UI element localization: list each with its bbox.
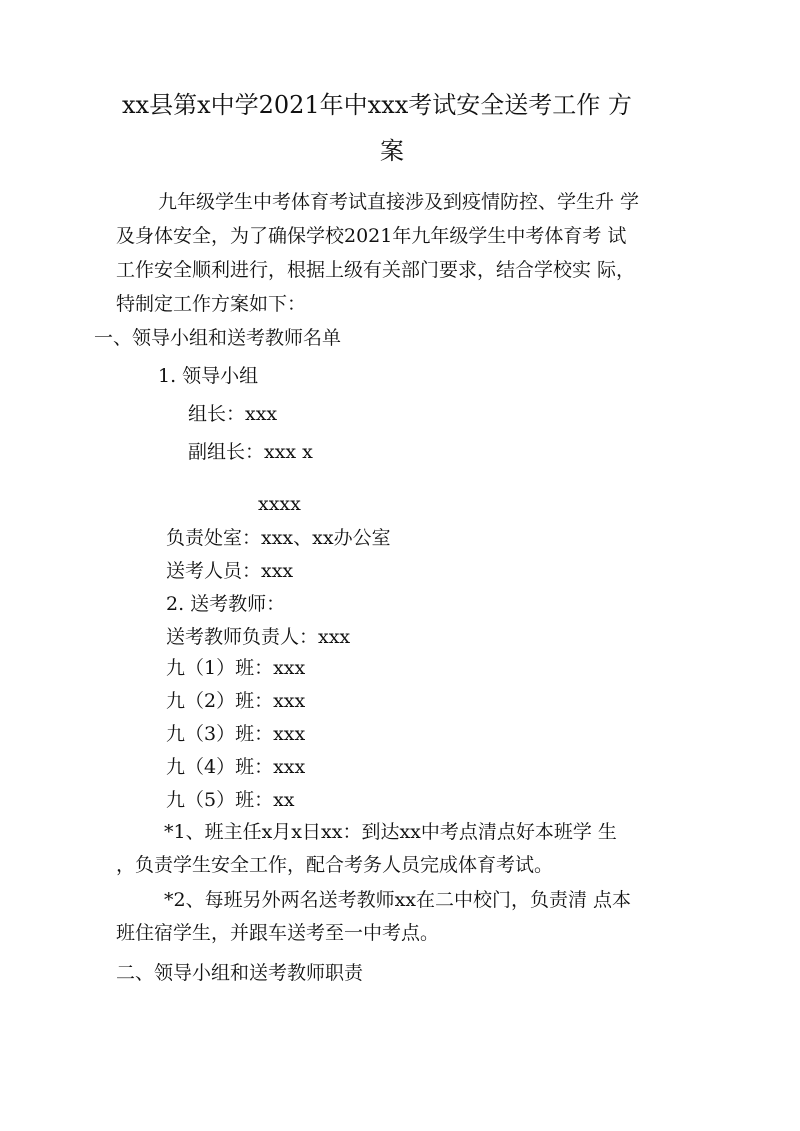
escort-teacher-head-line: 送考教师负责人：xxx (166, 626, 351, 648)
intro-line-2: 及身体安全，为了确保学校2021年九年级学生中考体育考 试 (116, 225, 627, 247)
responsible-office-line: 负责处室：xxx、xx办公室 (166, 527, 391, 549)
class-line-4: 九（4）班：xxx (166, 756, 306, 778)
leader-line: 组长：xxx (188, 403, 278, 425)
intro-line-3: 工作安全顺利进行，根据上级有关部门要求，结合学校实 际， (116, 259, 636, 281)
note1-line-2: ，负责学生安全工作，配合考务人员完成体育考试。 (116, 854, 554, 876)
note1-line-1: *1、班主任x月x日xx：到达xx中考点清点好本班学 生 (164, 821, 617, 843)
intro-line-1: 九年级学生中考体育考试直接涉及到疫情防控、学生升 学 (158, 191, 640, 213)
class-line-3: 九（3）班：xxx (166, 723, 306, 745)
intro-line-4: 特制定工作方案如下： (116, 293, 307, 315)
class-line-5: 九（5）班：xx (166, 789, 295, 811)
escort-staff-line: 送考人员：xxx (166, 560, 294, 582)
title-line-2: 案 (380, 137, 404, 165)
subsection-escort-teachers: 2. 送考教师： (166, 593, 286, 615)
subsection-leadership: 1. 领导小组 (158, 365, 259, 387)
section2-heading: 二、领导小组和送考教师职责 (116, 962, 364, 984)
note2-line-1: *2、每班另外两名送考教师xx在二中校门，负责清 点本 (164, 889, 632, 911)
note2-line-2: 班住宿学生，并跟车送考至一中考点。 (116, 922, 440, 944)
deputy-leader-line: 副组长：xxx x (188, 441, 313, 463)
deputy-leader-continuation: xxxx (258, 493, 301, 515)
section1-heading: 一、领导小组和送考教师名单 (94, 327, 342, 349)
class-line-2: 九（2）班：xxx (166, 690, 306, 712)
class-line-1: 九（1）班：xxx (166, 657, 306, 679)
title-line-1: xx县第x中学2021年中xxx考试安全送考工作 方 (122, 91, 632, 119)
